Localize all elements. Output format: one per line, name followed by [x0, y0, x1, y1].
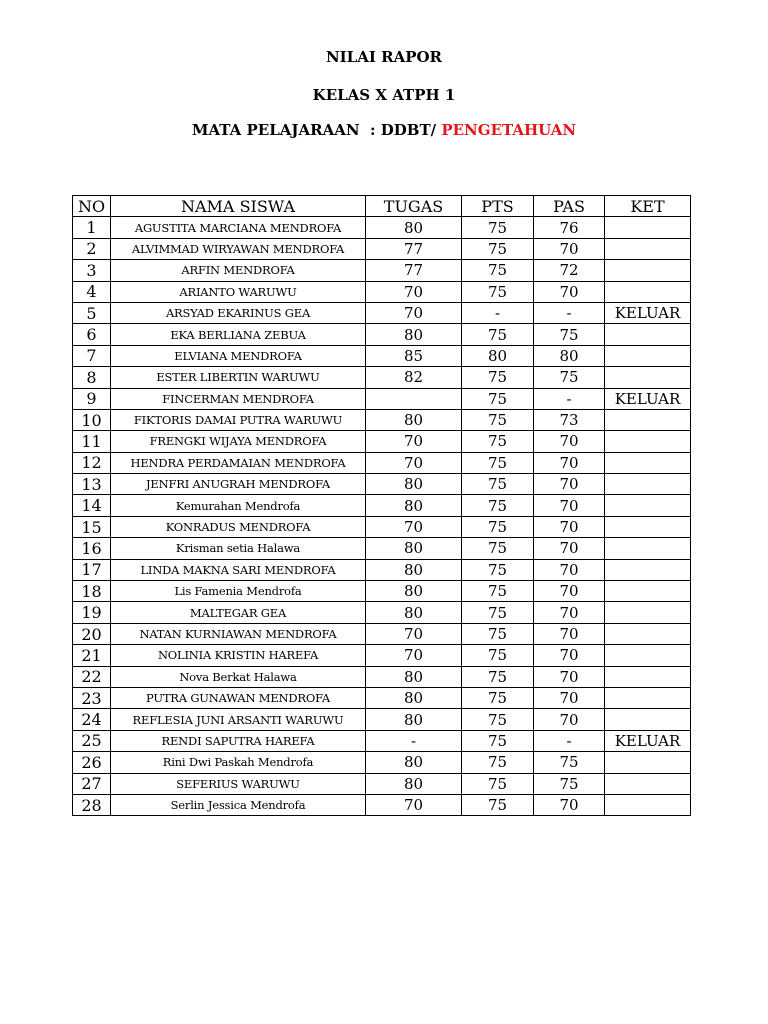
cell-pas: 70	[534, 709, 605, 730]
cell-tugas: 70	[366, 516, 462, 537]
cell-no: 14	[73, 495, 111, 516]
table-row	[73, 602, 691, 623]
cell-no: 25	[73, 730, 111, 751]
cell-pts: 75	[462, 452, 534, 473]
cell-pas: -	[534, 302, 605, 323]
cell-no: 10	[73, 409, 111, 430]
cell-no: 3	[73, 260, 111, 281]
cell-nama-siswa: ESTER LIBERTIN WARUWU	[111, 367, 366, 388]
subject-line	[0, 121, 768, 139]
cell-nama-siswa: ARFIN MENDROFA	[111, 260, 366, 281]
cell-pts: 75	[462, 495, 534, 516]
cell-pas: 70	[534, 559, 605, 580]
cell-ket	[605, 367, 691, 388]
cell-pts: 75	[462, 238, 534, 259]
cell-nama-siswa: Serlin Jessica Mendrofa	[111, 794, 366, 815]
cell-pts: -	[462, 302, 534, 323]
cell-no: 5	[73, 302, 111, 323]
cell-ket	[605, 602, 691, 623]
cell-no: 12	[73, 452, 111, 473]
cell-no: 4	[73, 281, 111, 302]
cell-no: 20	[73, 623, 111, 644]
cell-ket	[605, 516, 691, 537]
cell-pts: 75	[462, 730, 534, 751]
table-row	[73, 217, 691, 238]
cell-ket	[605, 687, 691, 708]
cell-pts: 75	[462, 516, 534, 537]
header-no: NO	[73, 196, 111, 217]
table-row	[73, 474, 691, 495]
cell-pts: 75	[462, 623, 534, 644]
page-title: NILAI RAPOR	[325, 48, 443, 66]
cell-pts: 75	[462, 388, 534, 409]
cell-ket	[605, 431, 691, 452]
cell-nama-siswa: RENDI SAPUTRA HAREFA	[111, 730, 366, 751]
cell-no: 8	[73, 367, 111, 388]
cell-nama-siswa: ALVIMMAD WIRYAWAN MENDROFA	[111, 238, 366, 259]
table-row	[73, 409, 691, 430]
header-tugas: TUGAS	[366, 196, 462, 217]
cell-tugas: 80	[366, 559, 462, 580]
table-row	[73, 516, 691, 537]
cell-ket	[605, 645, 691, 666]
cell-pas: 80	[534, 345, 605, 366]
table-row	[73, 794, 691, 815]
table-row	[73, 431, 691, 452]
cell-no: 19	[73, 602, 111, 623]
cell-pas: 76	[534, 217, 605, 238]
cell-ket	[605, 794, 691, 815]
cell-ket	[605, 345, 691, 366]
cell-ket	[605, 260, 691, 281]
header-pts: PTS	[462, 196, 534, 217]
cell-ket: KELUAR	[605, 730, 691, 751]
table-row	[73, 730, 691, 751]
cell-pts: 75	[462, 709, 534, 730]
cell-no: 6	[73, 324, 111, 345]
cell-tugas: 80	[366, 538, 462, 559]
table-row	[73, 709, 691, 730]
cell-nama-siswa: ARSYAD EKARINUS GEA	[111, 302, 366, 323]
cell-tugas: 80	[366, 495, 462, 516]
cell-no: 21	[73, 645, 111, 666]
cell-tugas: 85	[366, 345, 462, 366]
cell-pts: 75	[462, 687, 534, 708]
cell-pas: -	[534, 388, 605, 409]
cell-pts: 75	[462, 474, 534, 495]
cell-tugas: 82	[366, 367, 462, 388]
cell-pas: 75	[534, 752, 605, 773]
cell-pas: 72	[534, 260, 605, 281]
cell-pts: 75	[462, 367, 534, 388]
cell-no: 18	[73, 581, 111, 602]
cell-ket	[605, 538, 691, 559]
cell-pts: 75	[462, 773, 534, 794]
cell-pas: 70	[534, 238, 605, 259]
cell-tugas: 80	[366, 324, 462, 345]
cell-ket	[605, 217, 691, 238]
table-row	[73, 666, 691, 687]
cell-pts: 75	[462, 409, 534, 430]
cell-ket: KELUAR	[605, 302, 691, 323]
cell-nama-siswa: ARIANTO WARUWU	[111, 281, 366, 302]
cell-no: 11	[73, 431, 111, 452]
table-row	[73, 559, 691, 580]
table-row	[73, 495, 691, 516]
cell-no: 22	[73, 666, 111, 687]
cell-ket	[605, 581, 691, 602]
cell-no: 2	[73, 238, 111, 259]
cell-no: 28	[73, 794, 111, 815]
table-row	[73, 773, 691, 794]
cell-no: 17	[73, 559, 111, 580]
cell-nama-siswa: MALTEGAR GEA	[111, 602, 366, 623]
cell-nama-siswa: KONRADUS MENDROFA	[111, 516, 366, 537]
cell-pas: 70	[534, 581, 605, 602]
table-row	[73, 687, 691, 708]
grades-table	[72, 195, 691, 816]
table-row	[73, 452, 691, 473]
cell-nama-siswa: ELVIANA MENDROFA	[111, 345, 366, 366]
table-row	[73, 345, 691, 366]
cell-tugas: 70	[366, 431, 462, 452]
cell-no: 1	[73, 217, 111, 238]
table-row	[73, 281, 691, 302]
cell-pas: 75	[534, 324, 605, 345]
cell-pas: 73	[534, 409, 605, 430]
cell-ket	[605, 709, 691, 730]
cell-no: 16	[73, 538, 111, 559]
table-row	[73, 302, 691, 323]
cell-pas: -	[534, 730, 605, 751]
cell-pts: 75	[462, 324, 534, 345]
cell-tugas: 70	[366, 645, 462, 666]
cell-nama-siswa: NOLINIA KRISTIN HAREFA	[111, 645, 366, 666]
class-line: KELAS X ATPH 1	[312, 86, 456, 104]
cell-nama-siswa: AGUSTITA MARCIANA MENDROFA	[111, 217, 366, 238]
cell-nama-siswa: FIKTORIS DAMAI PUTRA WARUWU	[111, 409, 366, 430]
header-nama-siswa: NAMA SISWA	[111, 196, 366, 217]
cell-no: 23	[73, 687, 111, 708]
cell-tugas: 80	[366, 666, 462, 687]
cell-pas: 70	[534, 281, 605, 302]
cell-tugas: 80	[366, 687, 462, 708]
cell-ket: KELUAR	[605, 388, 691, 409]
cell-nama-siswa: FINCERMAN MENDROFA	[111, 388, 366, 409]
cell-tugas: 70	[366, 623, 462, 644]
table-row	[73, 238, 691, 259]
cell-tugas: 70	[366, 452, 462, 473]
cell-pts: 75	[462, 559, 534, 580]
cell-no: 27	[73, 773, 111, 794]
cell-nama-siswa: Rini Dwi Paskah Mendrofa	[111, 752, 366, 773]
cell-tugas: 80	[366, 752, 462, 773]
cell-nama-siswa: LINDA MAKNA SARI MENDROFA	[111, 559, 366, 580]
header-ket: KET	[605, 196, 691, 217]
cell-no: 7	[73, 345, 111, 366]
cell-pas: 70	[534, 645, 605, 666]
cell-nama-siswa: Nova Berkat Halawa	[111, 666, 366, 687]
cell-nama-siswa: NATAN KURNIAWAN MENDROFA	[111, 623, 366, 644]
cell-ket	[605, 281, 691, 302]
cell-pas: 70	[534, 794, 605, 815]
cell-pas: 70	[534, 495, 605, 516]
cell-tugas: -	[366, 730, 462, 751]
table-header-row	[73, 196, 691, 217]
cell-ket	[605, 238, 691, 259]
table-row	[73, 623, 691, 644]
cell-tugas: 80	[366, 474, 462, 495]
cell-no: 24	[73, 709, 111, 730]
cell-pts: 75	[462, 794, 534, 815]
cell-ket	[605, 773, 691, 794]
cell-pts: 75	[462, 752, 534, 773]
cell-pas: 70	[534, 474, 605, 495]
cell-pas: 70	[534, 666, 605, 687]
cell-nama-siswa: EKA BERLIANA ZEBUA	[111, 324, 366, 345]
cell-tugas: 80	[366, 602, 462, 623]
table-row	[73, 645, 691, 666]
cell-ket	[605, 752, 691, 773]
cell-ket	[605, 559, 691, 580]
table-row	[73, 752, 691, 773]
subject-prefix: MATA PELAJARAAN : DDBT/	[191, 121, 442, 139]
cell-pts: 75	[462, 260, 534, 281]
table-row	[73, 367, 691, 388]
cell-no: 9	[73, 388, 111, 409]
cell-pts: 75	[462, 217, 534, 238]
header-pas: PAS	[534, 196, 605, 217]
cell-pas: 70	[534, 623, 605, 644]
table-row	[73, 260, 691, 281]
cell-ket	[605, 666, 691, 687]
cell-no: 15	[73, 516, 111, 537]
cell-nama-siswa: REFLESIA JUNI ARSANTI WARUWU	[111, 709, 366, 730]
cell-no: 26	[73, 752, 111, 773]
table-row	[73, 324, 691, 345]
cell-pas: 75	[534, 773, 605, 794]
cell-tugas: 80	[366, 709, 462, 730]
cell-nama-siswa: FRENGKI WIJAYA MENDROFA	[111, 431, 366, 452]
table-row	[73, 581, 691, 602]
table-row	[73, 538, 691, 559]
cell-tugas: 80	[366, 217, 462, 238]
cell-tugas: 70	[366, 302, 462, 323]
cell-ket	[605, 474, 691, 495]
cell-pas: 70	[534, 538, 605, 559]
cell-nama-siswa: Lis Famenia Mendrofa	[111, 581, 366, 602]
cell-pts: 75	[462, 281, 534, 302]
cell-tugas: 70	[366, 794, 462, 815]
cell-pas: 70	[534, 452, 605, 473]
cell-pts: 75	[462, 602, 534, 623]
cell-nama-siswa: HENDRA PERDAMAIAN MENDROFA	[111, 452, 366, 473]
cell-ket	[605, 452, 691, 473]
cell-tugas: 77	[366, 260, 462, 281]
cell-nama-siswa: Kemurahan Mendrofa	[111, 495, 366, 516]
cell-nama-siswa: PUTRA GUNAWAN MENDROFA	[111, 687, 366, 708]
cell-pas: 70	[534, 602, 605, 623]
cell-pas: 70	[534, 431, 605, 452]
cell-tugas: 70	[366, 281, 462, 302]
cell-pas: 75	[534, 367, 605, 388]
cell-ket	[605, 623, 691, 644]
table-row	[73, 388, 691, 409]
cell-ket	[605, 495, 691, 516]
cell-nama-siswa: SEFERIUS WARUWU	[111, 773, 366, 794]
cell-pts: 75	[462, 581, 534, 602]
subject-highlight: PENGETAHUAN	[441, 121, 577, 139]
cell-pts: 75	[462, 645, 534, 666]
cell-pts: 80	[462, 345, 534, 366]
cell-pts: 75	[462, 431, 534, 452]
cell-tugas: 77	[366, 238, 462, 259]
cell-ket	[605, 409, 691, 430]
cell-pts: 75	[462, 538, 534, 559]
cell-pas: 70	[534, 687, 605, 708]
cell-pas: 70	[534, 516, 605, 537]
cell-ket	[605, 324, 691, 345]
cell-tugas: 80	[366, 409, 462, 430]
cell-no: 13	[73, 474, 111, 495]
cell-tugas: 80	[366, 773, 462, 794]
cell-nama-siswa: JENFRI ANUGRAH MENDROFA	[111, 474, 366, 495]
cell-nama-siswa: Krisman setia Halawa	[111, 538, 366, 559]
cell-tugas: 80	[366, 581, 462, 602]
cell-pts: 75	[462, 666, 534, 687]
cell-tugas	[366, 388, 462, 409]
